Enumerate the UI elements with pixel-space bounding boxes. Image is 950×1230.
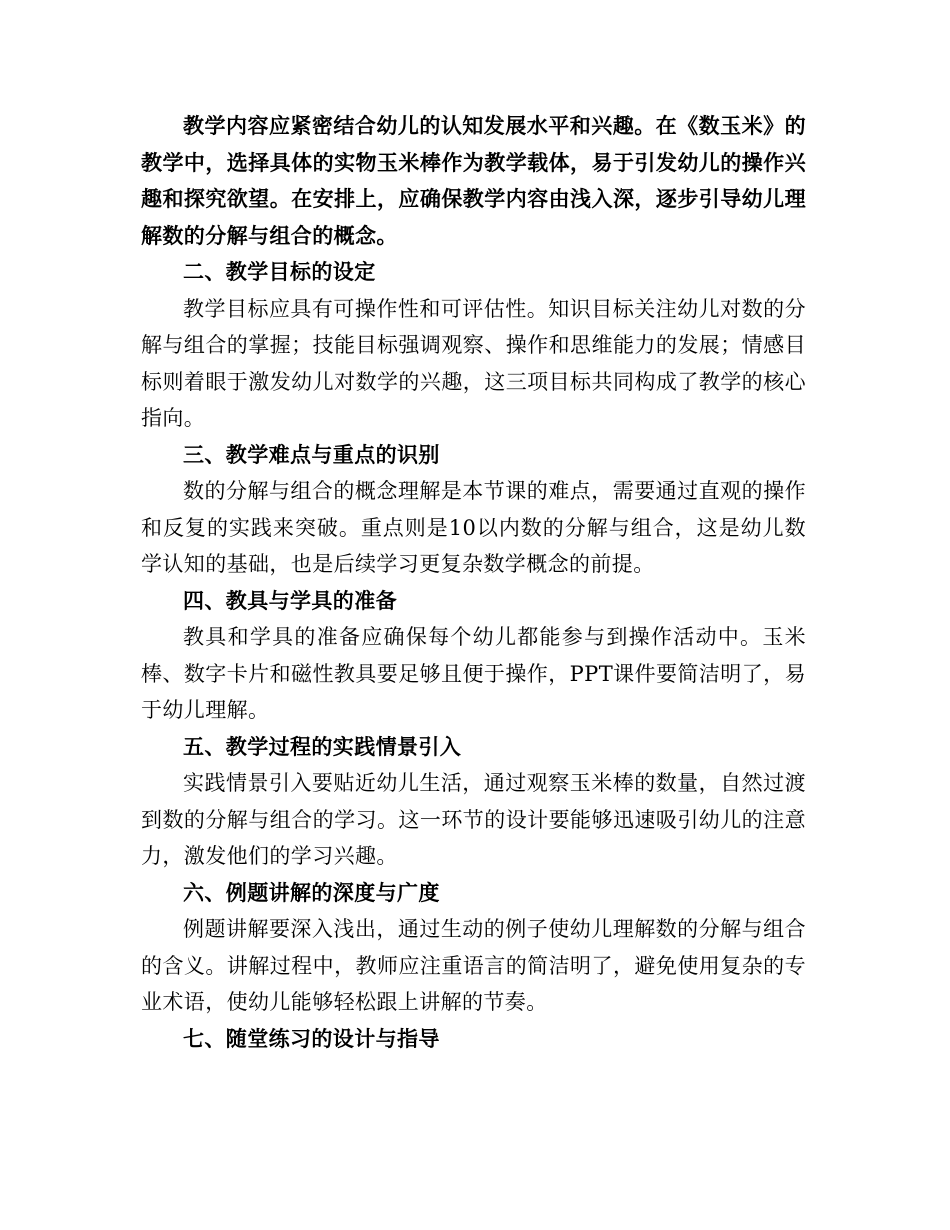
section-heading-4: 四、教具与学具的准备 [183,588,397,613]
section-body-6: 例题讲解要深入浅出，通过生动的例子使幼儿理解数的分解与组合的含义。讲解过程中，教师应注重语言的简洁明了，避免使用复杂的专业术语，使幼儿能够轻松跟上讲解的节奏。 [141,917,806,1014]
document-content [141,108,806,1057]
section-heading-3: 三、教学难点与重点的识别 [183,442,440,467]
intro-paragraph: 教学内容应紧密结合幼儿的认知发展水平和兴趣。在《数玉米》的教学中，选择具体的实物玉米棒作为教学载体，易于引发幼儿的操作兴趣和探究欲望。在安排上，应确保教学内容由浅入深，逐步引导幼儿理解数的分解与组合的概念。 [141,114,806,248]
section-body-3: 数的分解与组合的概念理解是本节课的难点，需要通过直观的操作和反复的实践来突破。重点则是10以内数的分解与组合，这是幼儿数学认知的基础，也是后续学习更复杂数学概念的前提。 [141,479,806,576]
section-heading-6: 六、例题讲解的深度与广度 [183,880,440,905]
section-body-4: 教具和学具的准备应确保每个幼儿都能参与到操作活动中。玉米棒、数字卡片和磁性教具要足够且便于操作，PPT课件要简洁明了，易于幼儿理解。 [141,625,806,722]
section-heading-7: 七、随堂练习的设计与指导 [183,1026,440,1051]
section-heading-2: 二、教学目标的设定 [183,260,376,284]
section-body-2: 教学目标应具有可操作性和可评估性。知识目标关注幼儿对数的分解与组合的掌握；技能目标强调观察、操作和思维能力的发展；情感目标则着眼于激发幼儿对数学的兴趣，这三项目标共同构成了教学的核心指向。 [141,296,806,430]
section-heading-5: 五、教学过程的实践情景引入 [183,734,462,759]
section-body-5: 实践情景引入要贴近幼儿生活，通过观察玉米棒的数量，自然过渡到数的分解与组合的学习。这一环节的设计要能够迅速吸引幼儿的注意力，激发他们的学习兴趣。 [141,771,806,868]
